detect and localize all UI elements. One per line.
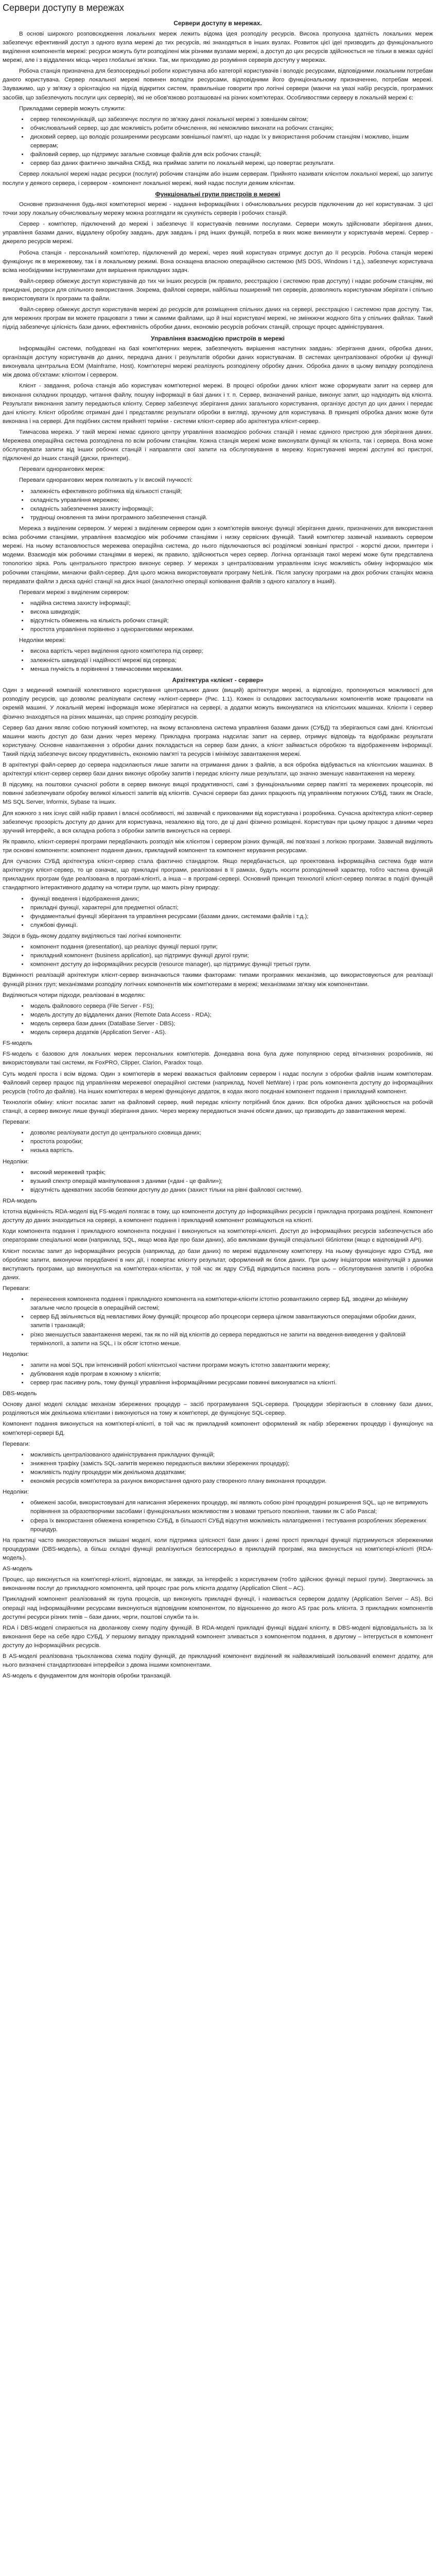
list-item: • економія ресурсів комп'ютера за рахунок використання одного разу створеного плану виконання процедури. bbox=[28, 1477, 433, 1486]
architecture-heading: Архітектура «клієнт - сервер» bbox=[172, 676, 264, 684]
func-ws-paragraph: Робоча станція - персональний комп'ютер, підключений до мережі, через який користувач отримує доступ до її ресурсів. Робоча станція мережі функціонує як в мережевому, так і в локальному режимі. Вона оснащена власною операційною системою (MS DOS, Windows і т.д.), забезпечує користувача всіма необхідними інструментами для вирішення прикладних задач. bbox=[3, 249, 433, 274]
arch-paragraph-2: Сервер баз даних являє собою потужний комп'ютер, на якому встановлена система управління базами даних (СУБД) та зберігаються самі дані. Клієнтські машини мають доступ до бази даних через мережу. Прикладна програма надсилає запит на сервер, отримує відповідь та відображає результати користувачу. Основне навантаження з обробки даних покладається на сервер бази даних, а клієнт займається обробкою та відображенням інформації. Такий підхід забезпечує високу продуктивність, економію пам'яті та ресурсів і мінімізує завантаження мережі. bbox=[3, 724, 433, 757]
arch-paragraph-3: В архітектурі файл-сервер до сервера надсилаються лише запити на отримання даних з файлів, а вся обробка відбувається на клієнтських машинах. В архітектурі клієнт-сервер сервер бази даних виконує обробку запитів і передає клієнту лише результати, що значно зменшує навантаження на мережу. bbox=[3, 762, 433, 777]
models-list bbox=[3, 1002, 433, 1037]
func-intro-paragraph: Основне призначення будь-якої комп'ютерної мережі - надання інформаційних і обчислювальних ресурсів підключеним до неї користувачам. З цієї точки зору локальну обчислювальну мережу можна розглядати як сукупність серверів і робочих станцій. bbox=[3, 201, 433, 217]
control-list-intro: Переваги однорангових мереж: bbox=[19, 466, 105, 473]
list-item: • прикладні функції, характерні для предметної області; bbox=[28, 904, 433, 912]
list-item: • дозволяє реалізувати доступ до центрального сховища даних; bbox=[28, 1129, 433, 1138]
intro-paragraph-2: Робоча станція призначена для безпосередньої роботи користувача або категорії користувачів і володіє ресурсами, відповідними локальним потребам даного користувача. Сервер локальної мережі повинен володіти ресурсами, відповідними його функціональному призначенню, потребам мережі. Зауважимо, що у зв'язку з орієнтацією на підхід відкритих систем, правильніше говорити про логічні сервери (маючи на увазі набір ресурсів, програмних засобів, що забезпечують послуги цих серверів), які не обов'язково розташовані на різних комп'ютерах. Особливостями серверу в локальній мережі є: bbox=[3, 68, 433, 101]
fs-paragraph-2: Суть моделі проста і всім відома. Один з комп'ютерів в мережі вважається файловим сервером і надає послуги з обробки файлів іншим комп'ютерам. Файловий сервер працює під управлінням мережевої операційної системи (наприклад, Novell NetWare) і грає роль компонента доступу до інформаційних ресурсів (тобто до файлів). На інших комп'ютерах в мережі функціонує додаток, в кодах якого поєднані компонент подання і прикладний компонент. bbox=[3, 1071, 433, 1095]
list-item: • простота розробки; bbox=[28, 1138, 433, 1146]
list-item: • фундаментальні функції зберігання та управління ресурсами (базами даних, системами файлів і т.д.); bbox=[28, 912, 433, 921]
fs-dis-list bbox=[3, 1168, 433, 1195]
func-server-paragraph: Сервер - комп'ютер, підключений до мережі і забезпечує її користувачів певними послугами. Сервери можуть здійснювати зберігання даних, управління базами даних, віддалену обробку завдань, друк завдань і ряд інших функцій, потреба в яких може виникнути у користувачів мережі. Сервер - джерело ресурсів мережі. bbox=[3, 221, 433, 245]
functional-groups-heading: Функціональні групи пристроїв в мережі bbox=[155, 190, 281, 198]
list-item: • відсутність адекватних засобів безпеки доступу до даних (захист тільки на рівні файлової системи). bbox=[28, 1186, 433, 1195]
as-heading: AS-модель bbox=[3, 1566, 33, 1572]
as-paragraph-1: Процес, що виконується на комп'ютері-клієнті, відповідає, як завжди, за інтерфейс з користувачем (тобто здійснює функції першої групи). Звертаючись за виконанням послуг до прикладного компонента, цей процес грає роль клієнта додатку (Application Client – AC). bbox=[3, 1577, 433, 1592]
list-item: • зниження трафіку (замість SQL-запитів мережею передаються виклики збережених процедур); bbox=[28, 1460, 433, 1468]
dbs-dis-list bbox=[3, 1499, 433, 1534]
fs-adv-heading: Переваги: bbox=[3, 1119, 30, 1126]
server-ws-paragraph: Сервер локальної мережі надає ресурси (послуги) робочим станціям або іншим серверам. Прийнято називати клієнтом локальної мережі, що запитує послуги у деякого сервера, і сервером - компонент локальної мережі, який надає послуги деяким клієнтам. bbox=[3, 171, 433, 187]
as-paragraph-4: В AS-моделі реалізована трьохланкова схема поділу функцій, де прикладний компонент виділений як найважливіший ізольований елемент додатку, для нього визначені стандартизовані інтерфейси з двома іншими компонентами. bbox=[3, 1653, 433, 1669]
list-item: • модель сервера додатків (Application Server - AS). bbox=[28, 1028, 433, 1037]
list-item: • сервер телекомунікацій, що забезпечує послуги по зв'язку даної локальної мережі з зовнішнім світом; bbox=[28, 115, 433, 124]
dedicated-dis-intro: Недоліки мережі: bbox=[19, 637, 66, 644]
dbs-adv-heading: Переваги: bbox=[3, 1440, 30, 1447]
arch-paragraph-1: Один з медичний компаній колективного користування центральних даних (вищий) архітектури мережі, а відповідно, пропонуються можливості для розподілу ресурсів, що дозволяє реалізувати систему «клієнт-сервер» (Рис. 1.1). Кожен із складових застосувальних компонентів може працювати на окремій машині. У локальній мережі інформація може зберігатися на сервері, а додатки можуть виконуватися на клієнтських машинах. Клієнти і сервер фізично знаходяться на різних машинах, що сприяє розподілу ресурсів. bbox=[3, 687, 433, 720]
arch-paragraph-5: Для кожного з них існує свій набір правил і власні особливості, які зазвичай є прихованими від користувача і розробника. Сучасна архітектура клієнт-сервер забезпечує прозорість доступу до даних для користувача, незалежно від того, де ці дані фізично розміщені. Користувач при цьому працює з даними через зручний інтерфейс, а вся складна робота з обробки запитів виконується на сервері. bbox=[3, 810, 433, 834]
list-item: • сервер БД звільняється від невластивих йому функцій; процесор або процесори сервера цілком завантажуються операціями обробки даних, запитів і транзакцій; bbox=[28, 1313, 433, 1330]
control-adv-intro: Переваги однорангових мереж полягають у їх високій гнучкості: bbox=[19, 477, 193, 484]
as-paragraph-3: RDA і DBS-моделі спираються на дволанкову схему поділу функцій. В RDA-моделі прикладні функції віддані клієнту, в DBS-моделі відповідальність за їх виконання бере на себе ядро СУБД. У першому випадку прикладний компонент зливається з компонентом подання, в другому – інтегрується в компонент доступу до інформаційних ресурсів. bbox=[3, 1624, 433, 1649]
dedicated-dis-list bbox=[3, 647, 433, 673]
arch-paragraph-8: Звідси в будь-якому додатку виділяються такі логічні компоненти: bbox=[3, 933, 182, 940]
as-paragraph-5: AS-модель є фундаментом для моніторів обробки транзакцій. bbox=[3, 1673, 172, 1680]
list-item: • вузький спектр операцій маніпулювання з даними («дані - це файли»); bbox=[28, 1177, 433, 1186]
list-item: • обмежені засоби, використовувані для написання збережених процедур, які являють собою різні процедурні розширення SQL, що не витримують порівняння за образотворчими засобами і функціональних можливостям з мовами третього покоління, такими як С або Pascal; bbox=[28, 1499, 433, 1516]
func-fileserver-paragraph-2: Файл-сервер обмежує доступ користувачів мережі до ресурсів для розміщення спільних даних на сервері, реєстрацією і системою прав доступу. Так, для мережних програм ви можете працювати з тими ж самими файлами, що й інші користувачі мережі, не змінюючи жодного біта у спільних файлах. Такий підхід забезпечує цілісність бази даних, ефективність обробки даних, економію ресурсів робочих станцій, спрощує процес адміністрування. bbox=[3, 307, 433, 331]
fs-dis-heading: Недоліки: bbox=[3, 1158, 29, 1165]
list-item: • відсутність обмежень на кількість робочих станцій; bbox=[28, 617, 433, 625]
fs-heading: FS-модель bbox=[3, 1040, 32, 1047]
list-item: • дисковий сервер, що володіє розширеними ресурсами зовнішньої пам'яті, що надає їх у використання робочим станціям і можливо, іншим серверам; bbox=[28, 133, 433, 150]
list-item: • можливість централізованого адміністрування прикладних функцій; bbox=[28, 1451, 433, 1460]
list-item: • компонент подання (presentation), що реалізує функції першої групи; bbox=[28, 943, 433, 952]
list-item: • сервер грає пасивну роль, тому функції управління інформаційними ресурсами повинні виконуватися на клієнті. bbox=[28, 1379, 433, 1387]
list-item: • обчислювальний сервер, що дає можливість робити обчислення, які неможливо виконати на робочих станціях; bbox=[28, 124, 433, 133]
rda-paragraph-3: Клієнт посилає запит до інформаційних ресурсів (наприклад, до бази даних) по мережі віддаленому комп'ютеру. На ньому функціонує ядро СУБД, яке обробляє запити, виконуючи передбачені в них дії, і повертає клієнту результат, оформлений як блок даних. При цьому ініціатором маніпуляцій з даними виступають програми, що виконуються на комп'ютерах-клієнтах, у той час як ядру СУБД відводиться пасивна роль – обслуговування запитів і обробка даних. bbox=[3, 1248, 433, 1281]
arch-paragraph-6: Як правило, клієнт-серверні програми передбачають розподіл між клієнтом і сервером різних функцій, які пов'язані з логікою програми. Зазвичай виділяють три основні компоненти: компонент подання даних, прикладний компонент та компонент керування ресурсами. bbox=[3, 838, 433, 854]
main-heading: Сервери доступу в мережах. bbox=[173, 20, 262, 27]
fs-paragraph-1: FS-модель є базовою для локальних мереж персональних комп'ютерів. Донедавна вона була дуже популярною серед вітчизняних розробників, які використовували такі системи, як FoxPRO, Clipper, Clarion, Paradox тощо. bbox=[3, 1051, 433, 1066]
dedicated-paragraph: Мережа з виділеним сервером. У мережі з виділеним сервером один з комп'ютерів виконує функції зберігання даних, призначених для використання всіма робочими станціями, управління взаємодією між робочими станціями і низку сервісних функцій. Такий комп'ютер зазвичай називають сервером мережі. На ньому встановлюється мережева операційна система, до нього підключаються всі розділяємі зовнішні пристрої - жорсткі диски, принтери і модеми. Взаємодія між робочими станціями в мережі, як правило, здійснюється через сервер. Логічна організація такої мережі може бути представлена топологією зірка. Роль центрального пристрою виконує сервер. У мережах з централізованим управлінням існує можливість обміну інформацією між робочими станціями, минаючи файл-сервер. Для цього можна використовувати програму NetLink. Після запуску програми на двох робочих станціях можна передавати файли з диска однієї станції на диск іншої (аналогічно операції копіювання файлів з одного каталогу в інший). bbox=[3, 526, 433, 585]
list-item: • дублювання кодів програм в кожному з клієнтів; bbox=[28, 1370, 433, 1379]
list-item: • висока швидкодія; bbox=[28, 608, 433, 617]
rda-adv-list bbox=[3, 1295, 433, 1348]
list-item: • різко зменшується завантаження мережі, так як по ній від клієнтів до сервера передаються не запити на введення-виведення у файловій термінології, а запити на SQL, і їх обсяг істотно менше. bbox=[28, 1331, 433, 1348]
list-item: • файловий сервер, що підтримує загальне сховище файлів для всіх робочих станцій; bbox=[28, 150, 433, 159]
fs-adv-list bbox=[3, 1129, 433, 1155]
list-item: • перенесення компонента подання і прикладного компонента на комп'ютери-клієнти істотно розвантажило сервер БД, зводячи до мінімуму загальне число процесів в операційній системі; bbox=[28, 1295, 433, 1313]
list-item: • модель сервера бази даних (DataBase Server - DBS); bbox=[28, 1020, 433, 1028]
dbs-dis-heading: Недоліки: bbox=[3, 1489, 29, 1496]
arch-paragraph-4: В підсумку, на поштовхи сучасної роботи в сервер виконує вищої продуктивності, самі з функціональними сервер пам'яті та мережевих процесорів, які повинні забезпечувати обробку великої кількості запитів від клієнтів. Сучасні сервери баз даних працюють під управлінням потужних СУБД, таких як Oracle, MS SQL Server, Informix, Sybase та інших. bbox=[3, 782, 433, 806]
fs-paragraph-3: Технологія обміну: клієнт посилає запит на файловий сервер, який передає клієнту потрібний блок даних. Вся обробка даних здійснюється на робочій станції, а сервер виконує лише функції зберігання даних. Через мережу передаються значні обсяги даних, що призводить до завантаження мережі. bbox=[3, 1099, 433, 1114]
rda-dis-list bbox=[3, 1361, 433, 1387]
rda-adv-heading: Переваги: bbox=[3, 1285, 30, 1292]
list-item: • можливість поділу процедури між декількома додатками; bbox=[28, 1468, 433, 1477]
list-item: • запити на мові SQL при інтенсивній роботі клієнтської частини програми можуть істотно завантажити мережу; bbox=[28, 1361, 433, 1370]
list-item: • модель файлового сервера (File Server - FS); bbox=[28, 1002, 433, 1011]
list-item: • менша гнучкість в порівнянні з тимчасовими мережами. bbox=[28, 665, 433, 674]
list-item: • функції введення і відображення даних; bbox=[28, 895, 433, 904]
list-item: • залежність швидкодії і надійності мережі від сервера; bbox=[28, 656, 433, 665]
page bbox=[0, 2, 436, 1681]
control-heading: Управління взаємодією пристроїв в мережі bbox=[150, 334, 285, 342]
control-paragraph-1: Інформаційні системи, побудовані на базі комп'ютерних мереж, забезпечують вирішення наступних завдань: зберігання даних, обробка даних, організація доступу користувачів до даних, передача даних і результатів обробки даних користувачам. В системах централізованої обробки ці функції виконувала центральна ЕОМ (Mainframe, Host). Комп'ютерні мережі реалізують розподілену обробку даних. Обробка даних в цьому випадку розподілена між двома об'єктами: клієнтом і сервером. bbox=[3, 345, 433, 379]
control-paragraph-3: Тимчасова мережа. У такій мережі немає єдиного центру управління взаємодією робочих станцій і немає єдиного пристрою для зберігання даних. Мережева операційна система розподілена по всім робочим станціям. Кожна станція мережі може виконувати функції як клієнта, так і сервера. Вона може обслуговувати запити від інших робочих станцій і направляти свої запити на обслуговування в мережу. Користувачеві мережі доступні всі пристрої, підключені до інших станцій (диски, принтери). bbox=[3, 429, 433, 462]
dbs-paragraph-2: Компонент подання виконується на комп'ютері-клієнті, в той час як прикладний компонент оформлений як набір збережених процедур і функціонує на комп'ютері-сервері БД. bbox=[3, 1421, 433, 1436]
list-item: • високий мережевий трафік; bbox=[28, 1168, 433, 1177]
rda-dis-heading: Недоліки: bbox=[3, 1351, 29, 1358]
features-intro: Прикладами серверів можуть служити: bbox=[19, 105, 126, 112]
list-item: • сфера їх використання обмежена конкретною СУБД, в більшості СУБД відсутня можливість налагодження і тестування розроблених збережених процедур. bbox=[28, 1517, 433, 1534]
dbs-heading: DBS-модель bbox=[3, 1391, 37, 1397]
list-item: • модель доступу до віддалених даних (Remote Data Access - RDA); bbox=[28, 1011, 433, 1020]
dbs-paragraph-1: Основу даної моделі складає механізм збережених процедур – засіб програмування SQL-сервера. Процедури зберігаються в словнику бази даних, розділяються між декількома клієнтами і виконуються на тому ж комп'ютері, де функціонує SQL-сервер. bbox=[3, 1401, 433, 1417]
features-list bbox=[3, 115, 433, 168]
list-item: • складність управління мережею; bbox=[28, 496, 433, 505]
rda-paragraph-2: Коди компонента подання і прикладного компонента поєднані і виконуються на комп'ютері-клієнті. Доступ до інформаційних ресурсів забезпечується або операторами спеціальної мови (наприклад, SQL, якщо мова йде про бази даних), або викликами функцій спеціальної бібліотеки (якщо є відповідний API). bbox=[3, 1228, 433, 1244]
intro-paragraph-1: В основі широкого розповсюдження локальних мереж лежить відома ідея розподілу ресурсів. Висока пропускна здатність локальних мереж забезпечує ефективний доступ з одного вузла мережі до тих ресурсів, які знаходяться в інших вузлах. Розвиток цієї ідеї призводить до функціонального виділення компонентів мережі: ресурси можуть бути розподілені між різними вузлами мережі, а доступ до цих ресурсів здійснюється не тільки в межах однієї мережі, але і з віддалених місць через глобальні зв'язки. Так, ми приходимо до розуміння серверів доступу у мережах. bbox=[3, 30, 433, 64]
dedicated-adv-intro: Переваги мережі з виділеним сервером: bbox=[19, 589, 130, 596]
list-item: • висока вартість через виділення одного комп'ютера під сервер; bbox=[28, 647, 433, 656]
list-item: • сервер баз даних фактично звичайна СКБД, яка приймає запити по локальній мережі, що повертає результати. bbox=[28, 159, 433, 168]
control-adv-list bbox=[3, 487, 433, 522]
arch-groups-list bbox=[3, 895, 433, 930]
control-paragraph-2: Клієнт - завдання, робоча станція або користувач комп'ютерної мережі. В процесі обробки даних клієнт може сформувати запит на сервер для виконання складних процедур, читання файлу, пошуку інформації в базі даних і т. п. Сервер, визначений раніше, виконує запит, що надходить від клієнта. Результати виконання запиту передаються клієнту. Сервер забезпечує зберігання даних загального користування, організує доступ до цих даних і передає дані клієнту. Клієнт обробляє отримані дані і представляє результати обробки в вигляді, зручному для користувача. В принципі обробка даних може бути виконана і на сервері. Для подібних систем прийняті терміни - системи клієнт-сервер або архітектура клієнт-сервер. bbox=[3, 383, 433, 425]
as-paragraph-2: Прикладний компонент реалізований як група процесів, що виконують прикладні функції, і називається сервером додатку (Application Server – AS). Всі операції над інформаційними ресурсами виконуються відповідним компонентом, по відношенню до якого AS грає роль клієнта. З прикладних компонентів доступні ресурси різних типів – бази даних, черги, поштові служби та ін. bbox=[3, 1596, 433, 1620]
list-item: • труднощі оновлення та зміни програмного забезпечення станцій. bbox=[28, 514, 433, 522]
arch-paragraph-10: Виділяються чотири підходи, реалізовані в моделях: bbox=[3, 992, 146, 998]
list-item: • залежність ефективного робітника від кількості станцій; bbox=[28, 487, 433, 496]
rda-heading: RDA-модель bbox=[3, 1197, 37, 1204]
dbs-paragraph-3: На практиці часто використовуються змішані моделі, коли підтримка цілісності бази даних і деякі прості прикладні функції підтримуються збереженими процедурами (DBS-модель), а більш складні функції реалізуються безпосередньо в прикладній програмі, яка виконується на комп'ютері-клієнті (RDA-модель). bbox=[3, 1537, 433, 1562]
list-item: • надійна система захисту інформації; bbox=[28, 599, 433, 608]
list-item: • низька вартість. bbox=[28, 1146, 433, 1155]
dbs-adv-list bbox=[3, 1451, 433, 1486]
func-fileserver-paragraph: Файл-сервер обмежує доступ користувачів до тих чи інших ресурсів (як правило, реєстрацією і системою прав доступу) і надає робочим станціям, які приєднані, ресурси для спільного використання. Зокрема, файлові сервери, найбільш поширений тип серверів, дозволяють користувачам зберігати і спільно використовувати їх програми та файли. bbox=[3, 278, 433, 302]
page-title: Сервери доступу в мережах bbox=[3, 3, 124, 13]
list-item: • простота управління порівняно з одноранговими мережами. bbox=[28, 625, 433, 634]
rda-paragraph-1: Істотна відмінність RDA-моделі від FS-моделі полягає в тому, що компоненти доступу до інформаційних ресурсів і прикладна програма розділені. Компонент доступу до даних знаходиться на сервері, а компонент подання і прикладний компонент розміщуються на клієнті. bbox=[3, 1209, 433, 1224]
dedicated-adv-list bbox=[3, 599, 433, 634]
arch-components-list bbox=[3, 943, 433, 969]
arch-paragraph-9: Відмінності реалізацій архітектури клієнт-сервер визначаються такими факторами: типами програмних механізмів, що використовуються для реалізації функцій різних груп; механізмами розподілу логічних компонентів між комп'ютерами в мережі; механізмами зв'язку між компонентами. bbox=[3, 972, 433, 988]
arch-paragraph-7: Для сучасних СУБД архітектура клієнт-сервер стала фактично стандартом. Якщо передбачається, що проектована інформаційна система буде мати архітектуру клієнт-сервер, то це означає, що прикладні програми, реалізовані в її рамках, будуть носити розподілений характер, тобто частина функцій прикладних програм буде реалізована в програмі-клієнті, а інша – в програмі-сервері. Основний принцип технології клієнт-сервер полягає в поділі функцій стандартного інтерактивного додатку на чотири групи, що мають різну природу: bbox=[3, 858, 433, 891]
list-item: • прикладний компонент (business application), що підтримує функції другої групи; bbox=[28, 952, 433, 960]
list-item: • службові функції. bbox=[28, 921, 433, 930]
list-item: • складність забезпечення захисту інформації; bbox=[28, 505, 433, 514]
list-item: • компонент доступу до інформаційних ресурсів (resource manager), що підтримує функції третьої групи. bbox=[28, 960, 433, 969]
